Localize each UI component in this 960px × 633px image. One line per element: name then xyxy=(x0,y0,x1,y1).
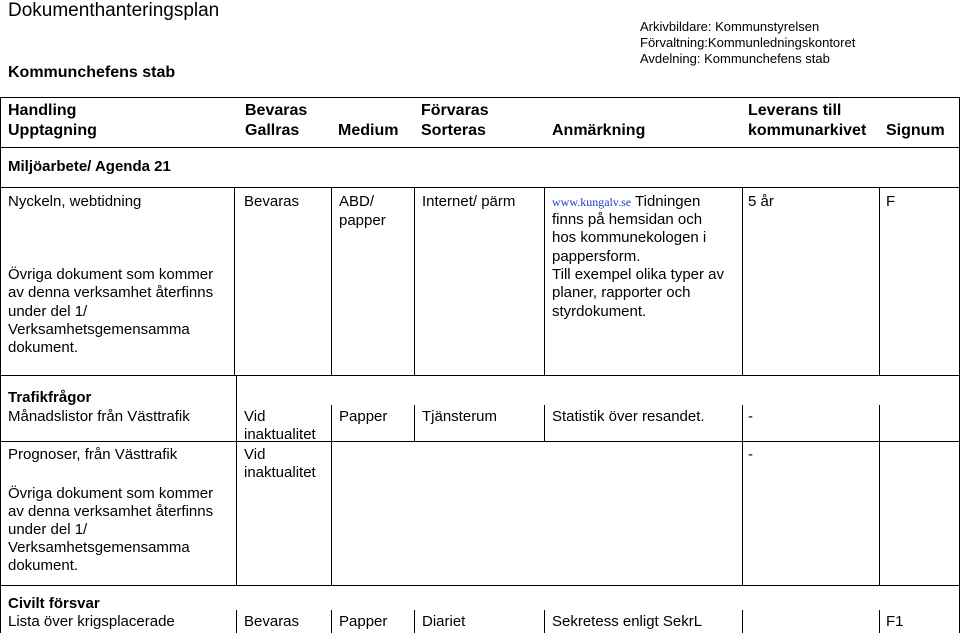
col-medium-header: Medium xyxy=(338,122,399,139)
section-divider xyxy=(0,585,960,586)
col-sorteras-header: Sorteras xyxy=(421,122,486,139)
column-divider xyxy=(331,187,332,375)
column-divider xyxy=(236,375,237,585)
note-line: Övriga dokument som kommer xyxy=(8,266,214,283)
forvaras-cell: Diariet xyxy=(422,613,466,630)
anmarkning-cell-line6: planer, rapporter och xyxy=(552,284,691,301)
anmarkning-cell-line7: styrdokument. xyxy=(552,303,647,320)
col-gallras-header: Gallras xyxy=(245,122,300,139)
medium-cell: Papper xyxy=(339,613,388,630)
column-divider xyxy=(414,187,415,375)
anmarkning-cell-line4: pappersform. xyxy=(552,248,641,265)
archive-creator: Arkivbildare: Kommunstyrelsen xyxy=(640,19,820,34)
column-divider xyxy=(544,187,545,375)
forvaras-cell: Internet/ pärm xyxy=(422,193,516,210)
handling-cell: Prognoser, från Västtrafik xyxy=(8,446,178,463)
column-divider xyxy=(236,610,237,633)
col-upptagning-header: Upptagning xyxy=(8,122,97,139)
anmarkning-cell-line5: Till exempel olika typer av xyxy=(552,266,725,283)
administration: Förvaltning:Kommunledningskontoret xyxy=(640,35,856,50)
note-line: dokument. xyxy=(8,339,79,356)
forvaras-cell: Tjänsterum xyxy=(422,408,498,425)
col-bevaras-header: Bevaras xyxy=(245,102,308,119)
note-line: Verksamhetsgemensamma xyxy=(8,539,190,556)
column-divider xyxy=(544,405,545,441)
anmarkning-cell-line2: finns på hemsidan och xyxy=(552,211,703,228)
medium-cell: Papper xyxy=(339,408,388,425)
table-top-border xyxy=(0,97,960,98)
column-divider xyxy=(742,405,743,585)
note-line: Verksamhetsgemensamma xyxy=(8,321,190,338)
note-line: av denna verksamhet återfinns xyxy=(8,284,214,301)
leverans-cell: 5 år xyxy=(748,193,774,210)
note-line: dokument. xyxy=(8,557,79,574)
column-divider xyxy=(879,610,880,633)
signum-cell: F xyxy=(886,193,896,210)
section-heading: Trafikfrågor xyxy=(8,389,92,406)
col-anmarkning-header: Anmärkning xyxy=(552,122,646,139)
column-divider xyxy=(414,610,415,633)
column-divider xyxy=(742,187,743,375)
signum-cell: F1 xyxy=(886,613,904,630)
leverans-cell: - xyxy=(748,446,753,463)
leverans-cell: - xyxy=(748,408,753,425)
col-leverans-header: Leverans till xyxy=(748,102,842,119)
section-divider xyxy=(0,187,960,188)
bevaras-cell: Bevaras xyxy=(244,193,300,210)
handling-cell: Månadslistor från Västtrafik xyxy=(8,408,190,425)
kungalv-link[interactable]: www.kungalv.se xyxy=(552,195,632,209)
handling-cell: Nyckeln, webtidning xyxy=(8,193,142,210)
column-divider xyxy=(879,405,880,585)
column-divider xyxy=(414,405,415,441)
handling-cell: Lista över krigsplacerade xyxy=(8,613,175,630)
column-divider xyxy=(742,610,743,633)
department: Avdelning: Kommunchefens stab xyxy=(640,51,830,66)
document-subtitle: Kommunchefens stab xyxy=(8,64,176,81)
column-divider xyxy=(331,405,332,585)
anmarkning-cell: Sekretess enligt SekrL xyxy=(552,613,703,630)
bevaras-cell: Bevaras xyxy=(244,613,300,630)
bevaras-cell-line2: inaktualitet xyxy=(244,426,316,443)
column-divider xyxy=(879,187,880,375)
section-divider xyxy=(0,375,960,376)
header-divider xyxy=(0,147,960,148)
col-handling-header: Handling xyxy=(8,102,77,119)
note-line: under del 1/ xyxy=(8,521,88,538)
section-heading: Miljöarbete/ Agenda 21 xyxy=(8,158,171,175)
note-line: under del 1/ xyxy=(8,303,88,320)
table-left-border xyxy=(0,97,1,633)
column-divider xyxy=(234,187,235,375)
column-divider xyxy=(331,610,332,633)
note-line: Övriga dokument som kommer xyxy=(8,485,214,502)
row-divider xyxy=(0,441,960,442)
column-divider xyxy=(544,610,545,633)
anmarkning-cell: Statistik över resandet. xyxy=(552,408,705,425)
bevaras-cell-line1: Vid xyxy=(244,446,266,463)
medium-cell-line1: ABD/ xyxy=(339,193,375,210)
note-text: Tidningen xyxy=(631,193,701,210)
col-kommunarkivet-header: kommunarkivet xyxy=(748,122,867,139)
col-signum-header: Signum xyxy=(886,122,945,139)
document-title: Dokumenthanteringsplan xyxy=(8,0,220,21)
col-forvaras-header: Förvaras xyxy=(421,102,489,119)
medium-cell-line2: papper xyxy=(339,212,386,229)
anmarkning-cell-line3: hos kommunekologen i xyxy=(552,229,707,246)
note-line: av denna verksamhet återfinns xyxy=(8,503,214,520)
anmarkning-cell-line1 xyxy=(552,193,700,211)
bevaras-cell-line1: Vid xyxy=(244,408,266,425)
bevaras-cell-line2: inaktualitet xyxy=(244,464,316,481)
section-heading: Civilt försvar xyxy=(8,595,100,612)
